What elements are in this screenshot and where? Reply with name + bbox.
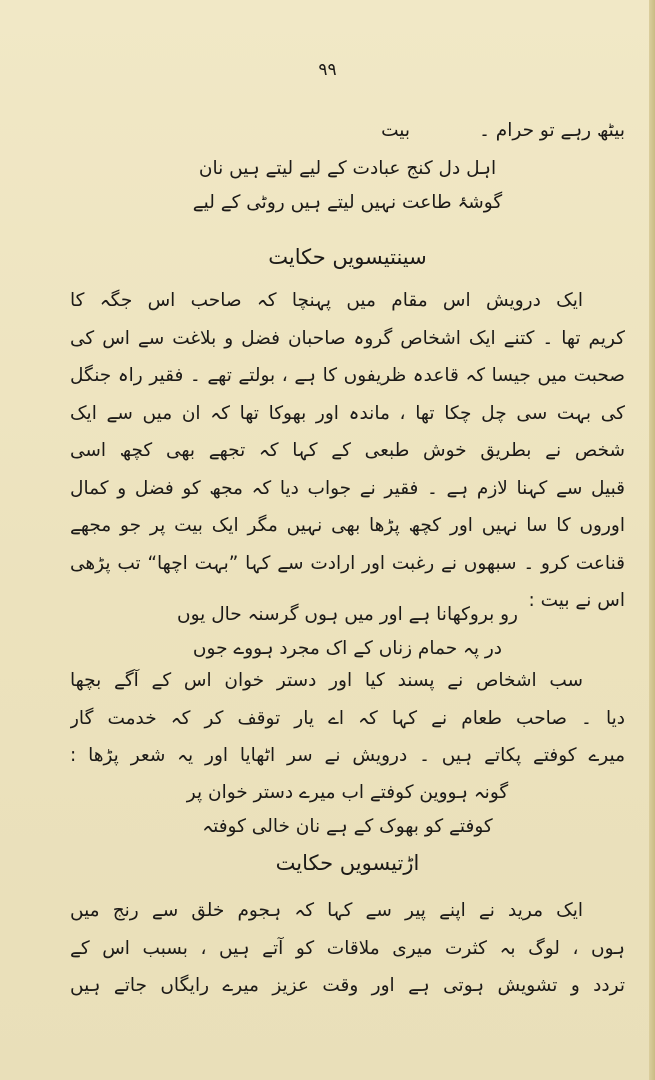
story-38-paragraph [70, 892, 625, 1005]
paragraph-line: اوروں کا سا نہیں اور کچھ پڑھا بھی نہیں مگر ایک بیت پر جو مجھے [70, 515, 625, 536]
page-edge [649, 0, 655, 1080]
paragraph-line: ہوں ، لوگ بہ کثرت میری ملاقات کو آتے ہیں ، بسبب اس کے [70, 937, 625, 959]
story-heading-38: اڑتیسویں حکایت [275, 851, 420, 875]
paragraph-line: سب اشخاص نے پسند کیا اور دستر خوان اس کے آگے بچھا [70, 670, 583, 691]
paragraph-line: ایک درویش اس مقام میں پہنچا کہ صاحب اس جگہ کا [70, 290, 583, 311]
verse-1-line: گوشۂ طاعت نہیں لیتے ہیں روٹی کے لیے [192, 192, 503, 213]
paragraph-line: ایک مرید نے اپنے پیر سے کہا کہ ہجوم خلق سے رنج میں [70, 900, 583, 921]
paragraph-line: قبیل سے کہنا لازم ہے ۔ فقیر نے جواب دیا کہ مجھ کو فضل و کمال [70, 477, 625, 499]
paragraph-line: میرے کوفتے پکاتے ہیں ۔ درویش نے سر اٹھایا اور یہ شعر پڑھا : [70, 745, 625, 766]
paragraph-line: شخص نے بطریق خوش طبعی کے کہا کہ تجھے بھی کچھ اسی [70, 440, 625, 461]
page-number: ۹۹ [318, 60, 337, 80]
paragraph-line: صحبت میں جیسا کہ قاعدہ ظریفوں کا ہے ، بولتے تھے ۔ فقیر راہ جنگل [70, 365, 625, 386]
story-37-continuation [70, 662, 625, 775]
paragraph-line: دیا ۔ صاحب طعام نے کہا کہ اے یار توقف کر کہ خدمت گار [70, 707, 625, 729]
verse-2-line: رو بروکھانا ہے اور میں ہوں گرسنہ حال یوں [177, 604, 518, 625]
verse-2-line: در پہ حمام زناں کے اک مجرد ہووے جوں [192, 638, 503, 659]
paragraph-line: کی بہت سی چل چکا تھا ، ماندہ اور بھوکا تھا کہ ان میں سے ایک [70, 402, 625, 424]
opening-text: بیٹھ رہے تو حرام ۔ [479, 120, 625, 141]
verse-2 [70, 598, 625, 666]
paragraph-line: قناعت کرو ۔ سبھوں نے رغبت اور ارادت سے کہا ”بہت اچھا“ تب پڑھی [70, 552, 625, 574]
verse-3 [70, 776, 625, 844]
paragraph-line: تردد و تشویش ہوتی ہے اور وقت عزیز میرے رایگاں جاتے ہیں [70, 975, 625, 996]
bait-label: بیت [381, 120, 410, 141]
verse-3-line: کوفتے کو بھوک کے ہے نان خالی کوفتہ [202, 816, 493, 837]
verse-3-line: گونہ ہووین کوفتے اب میرے دستر خوان پر [186, 782, 509, 803]
story-37-paragraph [70, 282, 625, 620]
paragraph-line: اس نے بیت : [528, 590, 625, 611]
paragraph-line: کریم تھا ۔ کتنے ایک اشخاص گروہ صاحبان فضل و بلاغت سے اس کی [70, 327, 625, 349]
opening-line [70, 112, 625, 150]
verse-1-line: اہل دل کنج عبادت کے لیے لیتے ہیں نان [198, 158, 497, 179]
verse-1 [70, 152, 625, 220]
story-heading-37: سینتیسویں حکایت [268, 245, 427, 269]
